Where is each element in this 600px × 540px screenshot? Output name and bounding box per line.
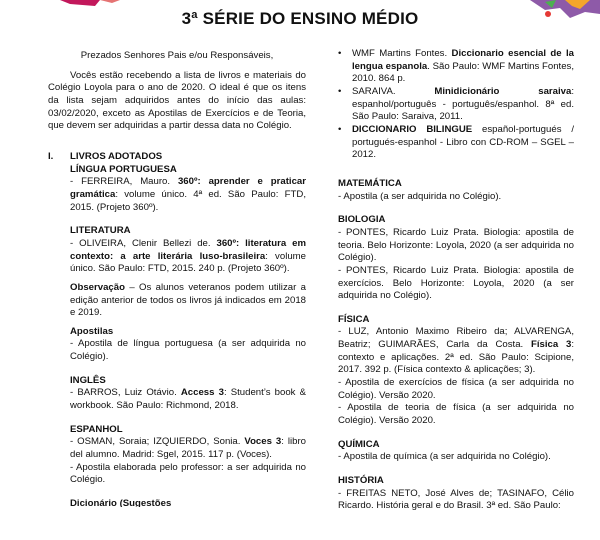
biologia-entry: - PONTES, Ricardo Luiz Prata. Biologia: apostila de teoria. Belo Horizonte: Loyola, 2020 (a ser adquirida no Colégio).	[338, 226, 574, 264]
apostilas-heading: Apostilas	[70, 325, 114, 337]
ingles-heading: INGLÊS	[70, 374, 106, 386]
matematica-entry: - Apostila (a ser adquirida no Colégio).	[338, 190, 502, 202]
portugues-entry: - FERREIRA, Mauro. 360º: aprender e praticar gramática: volume único. 4ª ed. São Paulo: FTD, 2015. (Projeto 360º).	[70, 176, 306, 213]
section-heading	[48, 151, 306, 164]
literatura-heading: LITERATURA	[70, 225, 131, 237]
left-column	[48, 50, 306, 507]
fisica-entry: - LUZ, Antonio Maximo Ribeiro da; ALVARENGA, Beatriz; GUIMARÃES, Carla da Costa. Física 3: contexto e aplicações. 2ª ed. São Paulo: Scipione, 2017. 392 p. (Física contexto & aplicações; 3).	[338, 326, 574, 376]
apostilas-entry: - Apostila de língua portuguesa (a ser adquirida no Colégio).	[70, 338, 306, 363]
historia-entry: - FREITAS NETO, José Alves de; TASINAFO, Célio Ricardo. História geral e do Brasil. 3ª ed. São Paulo:	[338, 487, 574, 512]
letter-intro: Vocês estão recebendo a lista de livros e materiais do Colégio Loyola para o ano de 2020. O ideal é que os itens da lista sejam adquiridos antes do início das aulas: 03/02/2020, exceto as Apostilas de Exercícios e de Teoria, que devem ser adquiridas a partir dessa data no Colégio.	[48, 69, 306, 132]
espanhol-heading: ESPANHOL	[70, 423, 123, 435]
fisica-heading: FÍSICA	[338, 313, 370, 325]
list-item: • SARAIVA. Minidicionário saraiva: espanhol/português - português/espanhol. 8ª ed. São Paulo: Saraiva, 2011.	[338, 86, 574, 124]
biologia-entry-2: - PONTES, Ricardo Luiz Prata. Biologia: apostila de exercícios. Belo Horizonte: Loyola, 2020 (a ser adquirida no Colégio).	[338, 264, 574, 302]
literatura-observation: Observação – Os alunos veteranos podem utilizar a edição anterior de todos os livros já indicados em 2018 e 2019.	[70, 281, 306, 319]
espanhol-entry: - OSMAN, Soraia; IZQUIERDO, Sonia. Voces 3: libro del alumno. Madrid: Sgel, 2015. 117 p. (Voces).	[70, 436, 306, 461]
literatura-entry: - OLIVEIRA, Clenir Bellezi de. 360º: literatura em contexto: a arte literária luso-brasileira: volume único. São Paulo: FTD, 2015. 240 p. (Projeto 360º).	[70, 237, 306, 275]
fisica-entry-3: - Apostila de teoria de física (a ser adquirida no Colégio). Versão 2020.	[338, 402, 574, 427]
quimica-heading: QUÍMICA	[338, 438, 380, 450]
espanhol-entry-2: - Apostila elaborada pelo professor: a ser adquirida no Colégio.	[70, 461, 306, 486]
matematica-heading: MATEMÁTICA	[338, 177, 402, 189]
dicionario-heading: Dicionário (Sugestões	[70, 498, 172, 508]
section-title: LIVROS ADOTADOS	[70, 150, 163, 162]
dictionary-list	[338, 48, 574, 162]
portugues-heading: LÍNGUA PORTUGUESA	[70, 163, 177, 175]
section-body	[70, 164, 306, 507]
quimica-entry: - Apostila de química (a ser adquirida no Colégio).	[338, 451, 551, 463]
letter-greeting: Prezados Senhores Pais e/ou Responsáveis,	[80, 50, 274, 61]
section-numeral: I.	[48, 150, 54, 162]
list-item: • WMF Martins Fontes. Diccionario esencial de la lengua espanola. São Paulo: WMF Martins Fontes, 2010. 864 p.	[338, 48, 574, 86]
fisica-entry-2: - Apostila de exercícios de física (a ser adquirida no Colégio). Versão 2020.	[338, 377, 574, 401]
biologia-heading: BIOLOGIA	[338, 214, 386, 226]
ingles-entry: - BARROS, Luiz Otávio. Access 3: Student’s book & workbook. São Paulo: Richmond, 2018.	[70, 387, 307, 412]
right-column	[338, 48, 574, 513]
historia-heading: HISTÓRIA	[338, 475, 384, 487]
page-title: 3ª SÉRIE DO ENSINO MÉDIO	[181, 9, 419, 28]
list-item: • DICCIONARIO BILINGUE español-portugués / portugués-espanhol - Libro con CD-ROM – SGEL – 2012.	[338, 124, 574, 162]
